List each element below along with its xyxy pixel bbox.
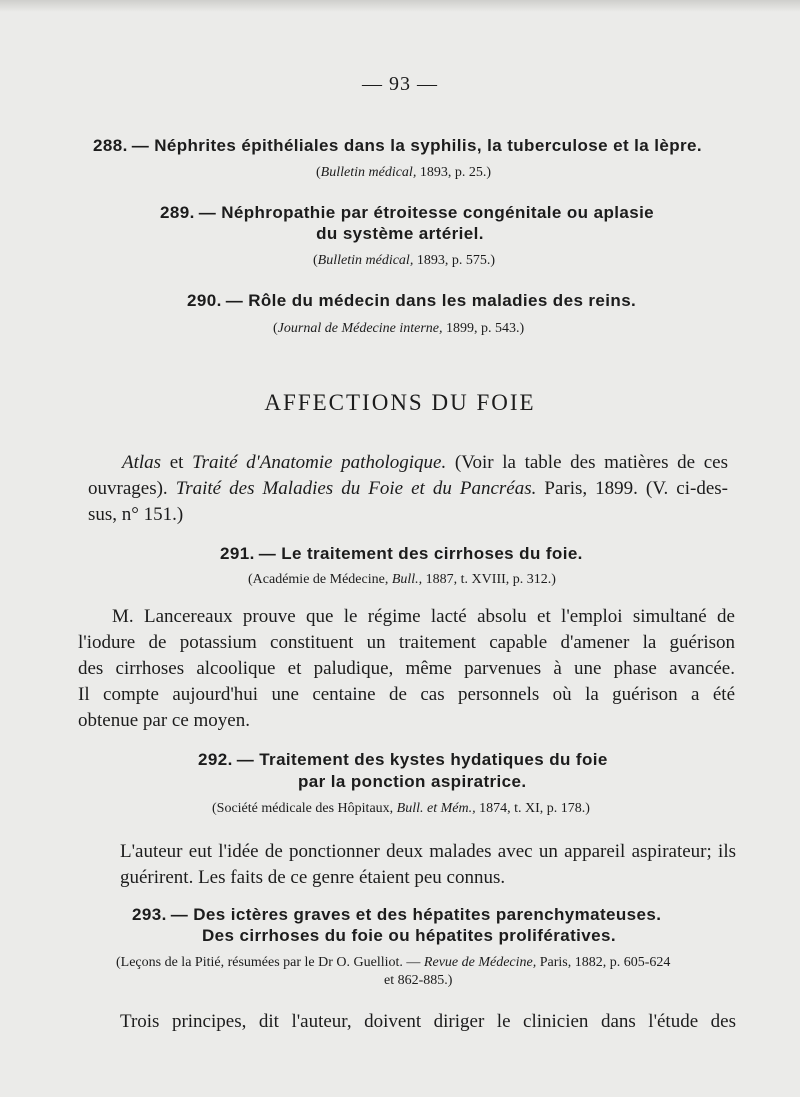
entry-291-citation	[248, 572, 556, 588]
intro-line-2-end: Paris, 1899. (V. ci-des-	[536, 478, 729, 499]
intro-atlas: Atlas	[122, 452, 162, 473]
entry-291-body-line: obtenue par ce moyen.	[78, 710, 250, 731]
entry-289-title-line2: du système artériel.	[316, 224, 484, 243]
entry-290-title-text: — Rôle du médecin dans les maladies des reins.	[225, 291, 637, 310]
entry-289-title	[160, 203, 654, 223]
entry-290-citation: (Journal de Médecine interne, 1899, p. 543.)	[273, 321, 525, 336]
entry-291-cite-post: 1887, t. XVIII, p. 312.)	[422, 572, 556, 587]
entry-290-ref: 1899, p. 543.	[442, 321, 520, 336]
intro-paragraph	[88, 450, 728, 528]
entry-293-cite-post: Paris, 1882, p. 605-624	[536, 955, 671, 970]
entry-289-source: Bulletin médical,	[317, 253, 414, 268]
entry-292-cite-pre: (Société médicale des Hôpitaux,	[212, 801, 397, 816]
entry-292-title-line2: par la ponction aspiratrice.	[298, 772, 527, 791]
entry-288-number: 288.	[93, 136, 128, 155]
entry-293-source: Revue de Médecine,	[423, 955, 537, 970]
intro-line-2	[88, 476, 728, 502]
section-heading: AFFECTIONS DU FOIE	[264, 390, 536, 415]
entry-289-ref: 1893, p. 575.	[413, 253, 491, 268]
entry-293-body-line: Trois principes, dit l'auteur, doivent diriger le clinicien dans l'étude des	[120, 1011, 736, 1032]
entry-292-body	[86, 839, 736, 891]
entry-293-number: 293.	[132, 905, 167, 924]
intro-line-1-end: (Voir la table des matières de ces	[446, 452, 729, 473]
entry-291-body-line: Il compte aujourd'hui une centaine de cas personnels où la guérison a été	[78, 684, 735, 705]
entry-290-source: Journal de Médecine interne,	[277, 321, 443, 336]
entry-291-title-text: — Le traitement des cirrhoses du foie.	[258, 544, 583, 563]
entry-288-title	[93, 136, 702, 156]
entry-291-title	[220, 544, 583, 564]
entry-291-body-line: l'iodure de potassium constituent un traitement capable d'amener la guérison	[78, 632, 735, 653]
entry-292-title-line1: — Traitement des kystes hydatiques du foie	[236, 750, 608, 769]
entry-293-title	[132, 905, 661, 925]
entry-291-body-line: des cirrhoses alcoolique et paludique, même parvenues à une phase avancée.	[78, 658, 735, 679]
entry-292-source: Bull. et Mém.,	[396, 801, 476, 816]
intro-line-1	[88, 450, 728, 476]
entry-291-body	[78, 604, 735, 734]
entry-293-title-line2: Des cirrhoses du foie ou hépatites prolifératives.	[202, 926, 616, 945]
entry-293-body	[86, 1009, 736, 1035]
entry-291-body-line: M. Lancereaux prouve que le régime lacté absolu et l'emploi simultané de	[112, 606, 735, 627]
intro-ouvrages: ouvrages).	[88, 478, 176, 499]
entry-290-number: 290.	[187, 291, 222, 310]
entry-293-title-line1: — Des ictères graves et des hépatites parenchymateuses.	[170, 905, 662, 924]
entry-293-citation-line2: et 862-885.)	[384, 973, 453, 988]
page-edge-shadow	[0, 0, 800, 12]
intro-line-3: sus, n° 151.)	[88, 504, 184, 525]
entry-291-cite-pre: (Académie de Médecine,	[248, 572, 392, 587]
entry-289-number: 289.	[160, 203, 195, 222]
entry-289-title-line1: — Néphropathie par étroitesse congénitale ou aplasie	[198, 203, 655, 222]
entry-288-title-text: — Néphrites épithéliales dans la syphilis, la tuberculose et la lèpre.	[131, 136, 702, 155]
entry-293-cite-pre: (Leçons de la Pitié, résumées par le Dr O. Guelliot. —	[116, 955, 424, 970]
entry-290-title	[187, 291, 636, 311]
intro-et: et	[161, 452, 193, 473]
entry-292-citation	[212, 801, 590, 817]
entry-288-ref: 1893, p. 25.	[416, 165, 487, 180]
entry-291-number: 291.	[220, 544, 255, 563]
entry-288-source: Bulletin médical,	[320, 165, 417, 180]
intro-traite-maladies: Traité des Maladies du Foie et du Pancréas.	[175, 478, 537, 499]
page-number: — 93 —	[362, 73, 438, 95]
intro-traite-anatomie: Traité d'Anatomie pathologique.	[192, 452, 447, 473]
entry-292-number: 292.	[198, 750, 233, 769]
entry-292-body-line: guérirent. Les faits de ce genre étaient peu connus.	[120, 867, 506, 888]
entry-293-citation	[116, 955, 670, 971]
entry-292-cite-post: 1874, t. XI, p. 178.)	[475, 801, 590, 816]
entry-291-source: Bull.,	[391, 572, 423, 587]
entry-292-title	[198, 750, 608, 770]
entry-288-citation: (Bulletin médical, 1893, p. 25.)	[316, 165, 491, 180]
entry-292-body-line: L'auteur eut l'idée de ponctionner deux malades avec un appareil aspirateur; ils	[120, 841, 736, 862]
entry-289-citation: (Bulletin médical, 1893, p. 575.)	[313, 253, 495, 268]
